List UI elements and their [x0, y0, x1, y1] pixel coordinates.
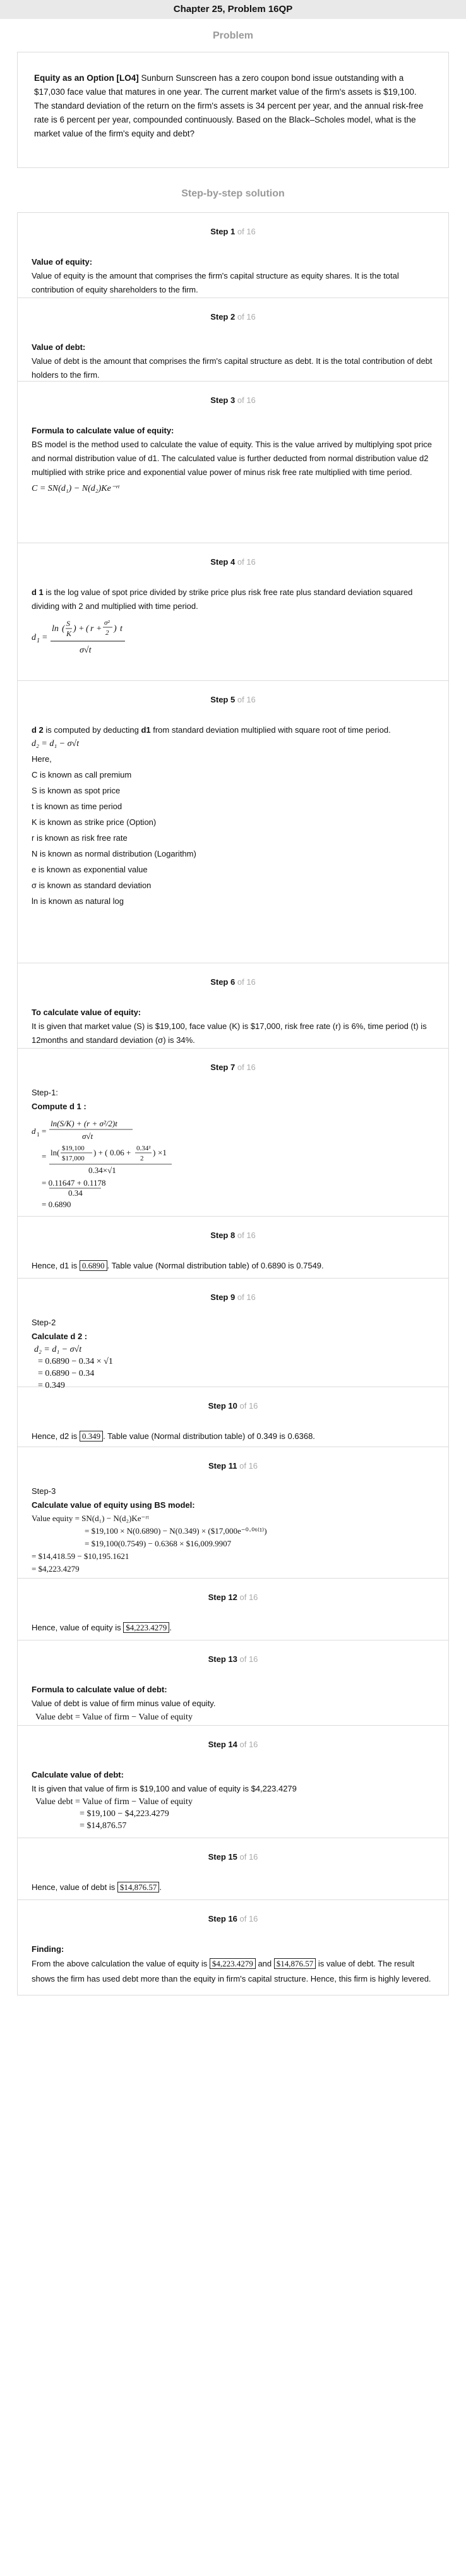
step-title: Step 10 of 16 [208, 1401, 258, 1411]
d1-formula [32, 617, 158, 661]
svg-text:0.34×√1: 0.34×√1 [88, 1165, 116, 1175]
equity-computation [32, 1512, 434, 1575]
svg-text:ln: ln [52, 624, 59, 634]
step-label: Step-2 [32, 1318, 56, 1327]
svg-text:ln(: ln( [51, 1148, 60, 1157]
step-10 [18, 1387, 448, 1447]
step-heading: Formula to calculate value of equity: [32, 426, 174, 435]
svg-text:(: ( [86, 624, 89, 634]
step-title: Step 3 of 16 [210, 395, 256, 405]
calc-line: = 0.349 [38, 1381, 65, 1390]
step-6 [18, 963, 448, 1049]
svg-text:) + (: ) + ( [93, 1148, 108, 1157]
debt-computation [32, 1796, 434, 1832]
step-7 [18, 1049, 448, 1217]
step-text: It is given that value of firm is $19,100 and value of equity is $4,223.4279 [32, 1784, 297, 1793]
answer-box: $4,223.4279 [210, 1958, 256, 1969]
step-title: Step 16 of 16 [208, 1914, 258, 1923]
step-title: Step 8 of 16 [210, 1231, 256, 1240]
calc-line: = $19,100 − $4,223.4279 [80, 1809, 169, 1819]
list-item: ln is known as natural log [32, 896, 124, 906]
svg-text:= 0.6890: = 0.6890 [42, 1200, 71, 1209]
svg-text:=: = [42, 633, 48, 642]
problem-box [17, 52, 449, 168]
formula: Value debt = Value of firm − Value of equity [35, 1712, 193, 1722]
step-title: Step 6 of 16 [210, 977, 256, 987]
svg-text:d: d [32, 633, 36, 642]
svg-text:r +: r + [90, 624, 102, 634]
svg-text:d: d [32, 1126, 36, 1136]
step-8 [18, 1217, 448, 1279]
step-text: Hence, value of debt is $14,876.57 . [32, 1882, 162, 1892]
step-title: Step 1 of 16 [210, 227, 256, 236]
d2-computation [32, 1344, 434, 1392]
list-item: σ is known as standard deviation [32, 881, 152, 890]
step-heading: Compute d 1 : [32, 1102, 87, 1111]
answer-box: $4,223.4279 [123, 1622, 169, 1633]
step-text: d 2 is computed by deducting d1 from standard deviation multiplied with square root of time period. [32, 725, 391, 735]
svg-text:×1: ×1 [158, 1148, 167, 1157]
answer-box: $14,876.57 [274, 1958, 316, 1969]
svg-text:1: 1 [37, 1131, 40, 1138]
calc-line: d₂ = d₁ − σ√t [34, 1345, 82, 1354]
svg-text:1: 1 [37, 637, 40, 644]
step-text: BS model is the method used to calculate the value of equity. This is the value arrived by multiplying spot price and normal distribution value of d1. The calculated value is further deducted from normal distribution value d2 multiplied with strike price and exponential value power of minus risk free rate multiplied with time period. [32, 440, 432, 477]
step-14 [18, 1726, 448, 1838]
svg-text:$17,000: $17,000 [62, 1155, 85, 1162]
list-item: e is known as exponential value [32, 865, 148, 874]
step-text: Value of equity is the amount that comprises the firm's capital structure as equity shares. It is the total contribution of equity shareholders to the firm. [32, 271, 399, 294]
step-text: Hence, value of equity is $4,223.4279 . [32, 1623, 172, 1632]
svg-text:= 0.11647 + 0.1178: = 0.11647 + 0.1178 [42, 1178, 106, 1188]
step-text: d 1 is the log value of spot price divided by strike price plus risk free rate plus standard deviation squared dividing with 2 and multiplied with time period. [32, 587, 413, 611]
svg-text:): ) [153, 1148, 156, 1157]
step-4 [18, 543, 448, 681]
step-text: Value of debt is value of firm minus value of equity. [32, 1699, 216, 1708]
list-item: K is known as strike price (Option) [32, 817, 157, 827]
step-text: From the above calculation the value of equity is $4,223.4279 and $14,876.57 is value of debt. The result shows the firm has used debt more than the equity in firm's capital structure. Hence, this firm is highly levered. [32, 1959, 431, 1983]
step-title: Step 4 of 16 [210, 557, 256, 567]
answer-box: 0.349 [80, 1431, 103, 1441]
step-13 [18, 1640, 448, 1726]
calc-line: Value debt = Value of firm − Value of equity [35, 1797, 193, 1807]
step-heading: Finding: [32, 1944, 64, 1954]
svg-text:=: = [42, 1126, 47, 1136]
calc-line: = 0.6890 − 0.34 × √1 [38, 1357, 113, 1366]
list-item: r is known as risk free rate [32, 833, 128, 843]
step-heading: Formula to calculate value of debt: [32, 1685, 167, 1694]
svg-text:0.34²: 0.34² [136, 1145, 151, 1152]
step-text: Hence, d2 is 0.349 . Table value (Normal distribution table) of 0.349 is 0.6368. [32, 1431, 315, 1441]
problem-lead: Equity as an Option [LO4] [34, 73, 139, 83]
step-5 [18, 681, 448, 963]
list-item: t is known as time period [32, 802, 122, 811]
problem-text [34, 71, 432, 141]
step-2 [18, 298, 448, 382]
svg-text:S: S [66, 619, 70, 628]
step-heading: Value of debt: [32, 342, 86, 352]
svg-text:0.06 +: 0.06 + [110, 1148, 131, 1157]
calc-line: = $4,223.4279 [32, 1564, 80, 1574]
svg-text:0.34: 0.34 [68, 1188, 83, 1198]
svg-text:): ) [73, 624, 76, 634]
answer-box: $14,876.57 [117, 1882, 160, 1893]
step-1 [18, 213, 448, 298]
steps-list [17, 212, 449, 1995]
step-text: It is given that market value (S) is $19,100, face value (K) is $17,000, risk free rate (r) is 6%, time period (t) is 12months and standard deviation (σ) is 34%. [32, 1021, 427, 1045]
list-item: C is known as call premium [32, 770, 132, 779]
calc-line: = $19,100 × N(0.6890) − N(0.349) × ($17,000e⁻⁰·⁰⁶⁽¹⁾) [85, 1526, 267, 1536]
step-heading: Calculate value of equity using BS model: [32, 1500, 195, 1510]
list-item: S is known as spot price [32, 786, 121, 795]
list-item: N is known as normal distribution (Logarithm) [32, 849, 196, 858]
calc-line: = 0.6890 − 0.34 [38, 1369, 95, 1378]
step-heading: Value of equity: [32, 257, 93, 267]
step-title: Step 15 of 16 [208, 1852, 258, 1862]
svg-text:σ√t: σ√t [80, 646, 92, 655]
svg-text:σ²: σ² [104, 619, 110, 627]
svg-text:K: K [66, 629, 72, 638]
step-label: Step-3 [32, 1486, 56, 1496]
solution-section-title: Step-by-step solution [181, 188, 285, 199]
step-title: Step 9 of 16 [210, 1292, 256, 1302]
calc-line: Value equity = SN(d₁) − N(d₂)Ke⁻ʳᵗ [32, 1514, 149, 1523]
answer-box: 0.6890 [80, 1260, 107, 1271]
step-16 [18, 1900, 448, 1995]
definition-list [32, 751, 434, 909]
formula: d₂ = d₁ − σ√t [32, 739, 80, 749]
svg-text:2: 2 [140, 1155, 144, 1162]
calc-line: = $14,418.59 − $10,195.1621 [32, 1551, 129, 1561]
problem-body: Sunburn Sunscreen has a zero coupon bond issue outstanding with a $17,030 face value that matures in one year. The current market value of the firm's assets is $19,100. The standard deviation of the return on the firm's assets is 34 percent per year, and the annual risk-free rate is 6 percent per year, compounded continuously. Based on the Black–Scholes model, what is the market value of the firm's equity and debt? [34, 73, 424, 138]
page-title: Chapter 25, Problem 16QP [0, 0, 466, 19]
step-15 [18, 1838, 448, 1900]
step-heading: To calculate value of equity: [32, 1008, 141, 1017]
step-12 [18, 1579, 448, 1640]
calc-line: = $19,100(0.7549) − 0.6368 × $16,009.9907 [85, 1539, 232, 1548]
problem-section-title: Problem [212, 30, 253, 41]
formula: C = SN(d₁) − N(d₂)Ke⁻ʳᵗ [32, 484, 119, 493]
svg-text:$19,100: $19,100 [62, 1145, 85, 1152]
svg-text:σ√t: σ√t [82, 1131, 93, 1141]
step-title: Step 12 of 16 [208, 1592, 258, 1602]
step-text: Value of debt is the amount that comprises the firm's capital structure as debt. It is the total contribution of debt holders to the firm. [32, 356, 433, 380]
step-11 [18, 1447, 448, 1579]
svg-text:2: 2 [105, 629, 109, 637]
step-text: Hence, d1 is 0.6890 . Table value (Normal distribution table) of 0.6890 is 0.7549. [32, 1261, 324, 1270]
step-title: Step 2 of 16 [210, 312, 256, 322]
step-9 [18, 1279, 448, 1390]
step-title: Step 5 of 16 [210, 695, 256, 704]
svg-text:): ) [114, 624, 117, 634]
step-title: Step 14 of 16 [208, 1740, 258, 1749]
step-title: Step 7 of 16 [210, 1062, 256, 1072]
step-title: Step 11 of 16 [208, 1461, 258, 1471]
step-label: Step-1: [32, 1088, 58, 1097]
svg-text:t: t [120, 624, 122, 634]
svg-text:=: = [42, 1152, 47, 1161]
svg-text:+: + [78, 624, 85, 634]
svg-text:ln(S/K) + (r + σ²/2)t: ln(S/K) + (r + σ²/2)t [51, 1119, 117, 1128]
d1-computation [32, 1117, 196, 1212]
step-title: Step 13 of 16 [208, 1654, 258, 1664]
step-heading: Calculate value of debt: [32, 1770, 124, 1779]
calc-line: = $14,876.57 [80, 1821, 127, 1831]
step-3 [18, 382, 448, 543]
step-heading: Calculate d 2 : [32, 1332, 88, 1341]
svg-text:(: ( [62, 624, 65, 634]
list-item: Here, [32, 754, 52, 764]
